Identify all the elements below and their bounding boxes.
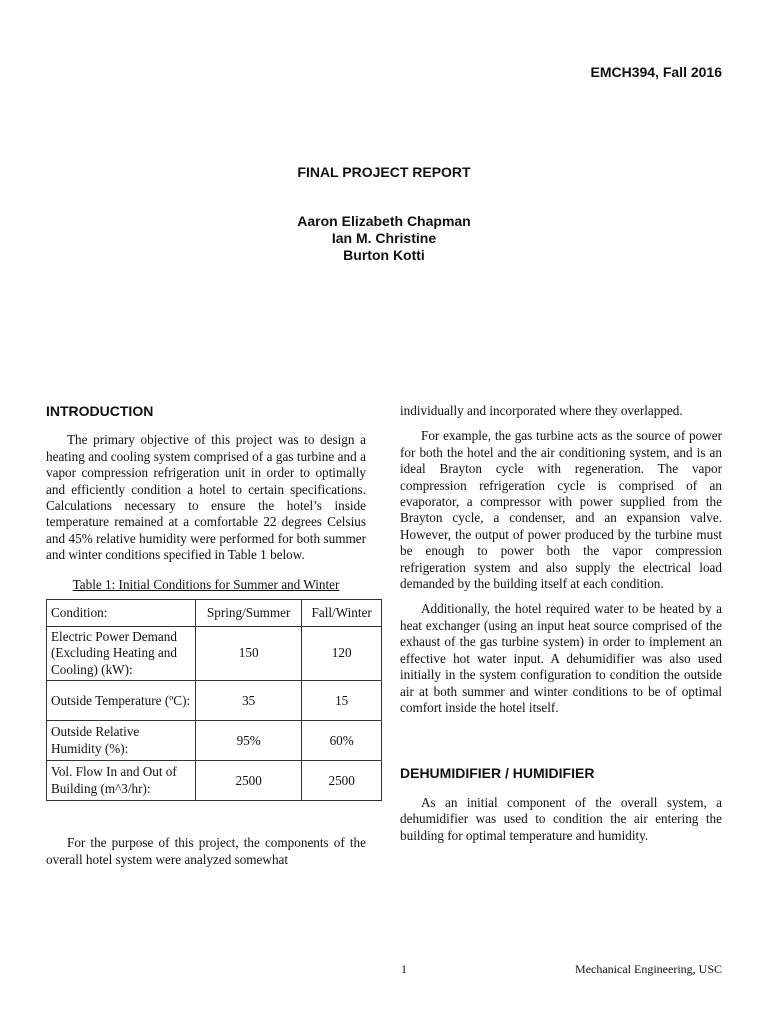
intro-paragraph: Additionally, the hotel required water to be heated by a heat exchanger (using an input heat source comprised of the exhaust of the gas turbine system) in order to implement an effective hot water input. A dehumidifier was also used initially in the system configuration to condition the outside air at both summer and winter conditions to be of optimal comfort inside the hotel itself.: [400, 601, 722, 715]
table-cell: 2500: [302, 761, 382, 801]
table-row: [47, 721, 382, 761]
table-header-cell: Condition:: [47, 600, 196, 627]
table-cell: 35: [196, 681, 302, 721]
table-header-cell: Spring/Summer: [196, 600, 302, 627]
table-cell: 60%: [302, 721, 382, 761]
course-header: EMCH394, Fall 2016: [590, 64, 722, 80]
author-name: Burton Kotti: [343, 247, 425, 263]
table-header-row: [47, 600, 382, 627]
conditions-table: [46, 599, 382, 801]
left-column: [46, 403, 372, 877]
table-header-cell: Fall/Winter: [302, 600, 382, 627]
author-name: Aaron Elizabeth Chapman: [297, 213, 471, 229]
table-row: [47, 761, 382, 801]
page-number: 1: [401, 962, 407, 976]
author-list: [0, 213, 768, 264]
table-cell-label: Outside Temperature (ºC):: [47, 681, 196, 721]
table-cell: 150: [196, 627, 302, 681]
author-name: Ian M. Christine: [331, 230, 437, 246]
table-cell-label: Electric Power Demand (Excluding Heating and Cooling) (kW):: [47, 627, 196, 681]
report-title: FINAL PROJECT REPORT: [297, 164, 471, 180]
dehumidifier-paragraph: As an initial component of the overall system, a dehumidifier was used to condition the air entering the building for optimal temperature and humidity.: [400, 794, 722, 843]
intro-paragraph: For example, the gas turbine acts as the source of power for both the hotel and the air conditioning system, and is an ideal Brayton cycle with regeneration. The vapor compression refrigeration cycle is comprised of an evaporator, a compressor with power supplied from the Brayton cycle, a condenser, and an expansion valve. However, the output of power produced by the turbine must be enough to power both the vapor compression refrigeration system and also supply the electrical load demanded by the building itself at each condition.: [400, 428, 722, 592]
table-cell: 15: [302, 681, 382, 721]
table-cell-label: Outside Relative Humidity (%):: [47, 721, 196, 761]
footer-department: Mechanical Engineering, USC: [575, 962, 722, 976]
intro-paragraph: For the purpose of this project, the components of the overall hotel system were analyzed somewhat: [46, 835, 366, 867]
table-cell: 2500: [196, 761, 302, 801]
title-block: [0, 164, 768, 264]
table-cell: 120: [302, 627, 382, 681]
introduction-heading: INTRODUCTION: [46, 403, 154, 419]
table-cell: 95%: [196, 721, 302, 761]
intro-paragraph-continued: individually and incorporated where they overlapped.: [400, 403, 683, 418]
table-caption: Table 1: Initial Conditions for Summer and Winter: [72, 576, 340, 592]
right-column: [400, 403, 722, 853]
intro-paragraph: The primary objective of this project was to design a heating and cooling system comprised of a gas turbine and a vapor compression refrigeration unit in order to optimally and efficiently condition a hotel to certain specifications. Calculations necessary to ensure the hotel’s inside temperature remained at a comfortable 22 degrees Celsius and 45% relative humidity were performed for both summer and winter conditions specified in Table 1 below.: [46, 432, 366, 563]
table-row: [47, 627, 382, 681]
table-row: [47, 681, 382, 721]
table-cell-label: Vol. Flow In and Out of Building (m^3/hr):: [47, 761, 196, 801]
dehumidifier-heading: DEHUMIDIFIER / HUMIDIFIER: [400, 765, 595, 782]
